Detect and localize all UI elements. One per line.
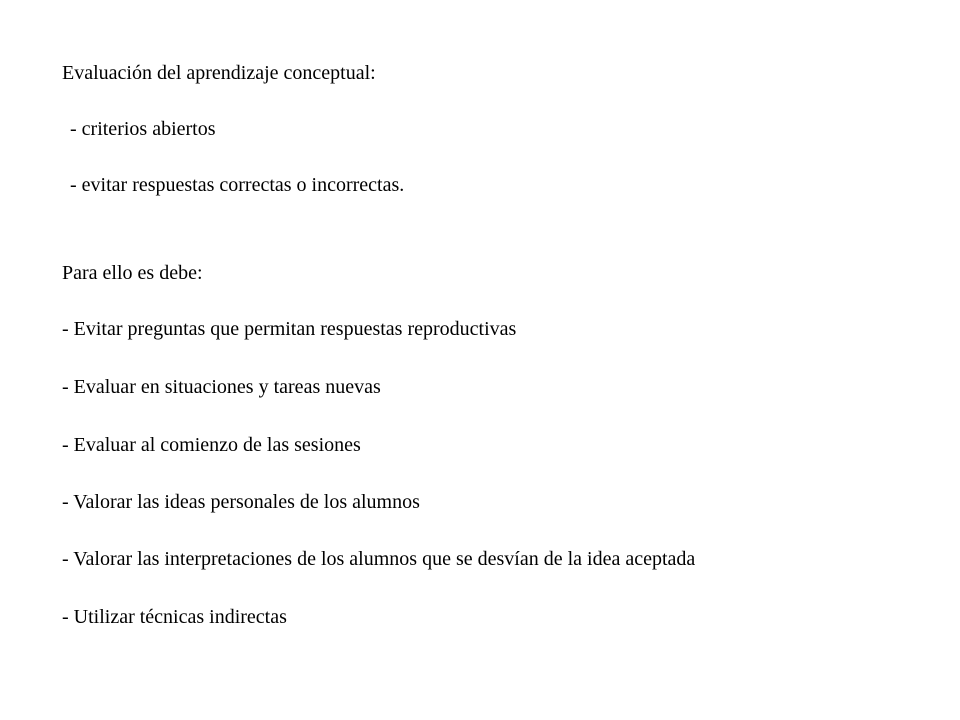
list-item-open-criteria: - criterios abiertos — [70, 118, 216, 140]
list-item-value-personal-ideas: - Valorar las ideas personales de los alumnos — [62, 491, 420, 513]
list-item-avoid-right-wrong: - evitar respuestas correctas o incorrectas. — [70, 174, 405, 196]
list-item-indirect-techniques: - Utilizar técnicas indirectas — [62, 606, 287, 628]
list-item-evaluate-new-tasks: - Evaluar en situaciones y tareas nuevas — [62, 376, 381, 398]
list-item-evaluate-session-start: - Evaluar al comienzo de las sesiones — [62, 434, 361, 456]
heading-for-this: Para ello es debe: — [62, 262, 203, 284]
list-item-value-divergent-interpretations: - Valorar las interpretaciones de los alumnos que se desvían de la idea aceptada — [62, 548, 696, 570]
heading-conceptual-evaluation: Evaluación del aprendizaje conceptual: — [62, 62, 376, 84]
list-item-avoid-reproductive-questions: - Evitar preguntas que permitan respuestas reproductivas — [62, 318, 517, 340]
